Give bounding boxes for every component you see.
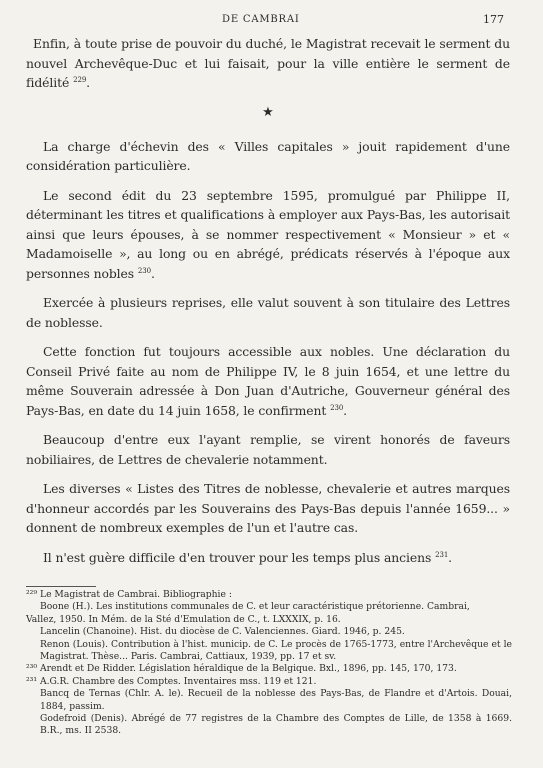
footnote: Bancq de Ternas (Chlr. A. le). Recueil de la noblesse des Pays-Bas, de Flandre et d'Artois. Douai, 1884, passim. [40, 688, 512, 712]
paragraph: La charge d'échevin des « Villes capitales » jouit rapidement d'une considération particulière. [26, 138, 510, 173]
paragraph: Enfin, à toute prise de pouvoir du duché, le Magistrat recevait le serment du nouvel Archevêque-Duc et lui faisait, pour la ville entière le serment de fidélité $^{229}$. [26, 36, 510, 90]
footnotes [26, 589, 512, 738]
footnote: ²²⁹ Le Magistrat de Cambrai. Bibliographie : [26, 589, 232, 600]
body-text [26, 34, 510, 577]
paragraph: Cette fonction fut toujours accessible aux nobles. Une déclaration du Conseil Privé faite au nom de Philippe IV, le 8 juin 1654, et une lettre du même Souverain adressée à Don Juan d'Autriche, Gouverneur général des Pays-Bas, en date du 14 juin 1658, le confirment $^{230}$. [26, 344, 510, 418]
paragraph: Les diverses « Listes des Titres de noblesse, chevalerie et autres marques d'honneur accordés par les Souverains des Pays-Bas depuis l'année 1659... » donnent de nombreux exemples de l'un et l'autre cas. [26, 481, 510, 535]
section-separator: ★ [262, 104, 274, 120]
footnote: ²³⁰ Arendt et De Ridder. Législation héraldique de la Belgique. Bxl., 1896, pp. 145, 170, 173. [26, 663, 457, 675]
footnote: Lancelin (Chanoine). Hist. du diocèse de C. Valenciennes. Giard. 1946, p. 245. [40, 626, 405, 638]
footnote-divider [26, 586, 96, 587]
note-ref: 229 [73, 75, 87, 84]
running-title: DE CAMBRAI [222, 14, 300, 25]
note-ref: 230 [330, 403, 344, 412]
footnote: Vallez, 1950. In Mém. de la Sté d'Emulation de C., t. LXXXIX, p. 16. [26, 613, 341, 625]
paragraph: Beaucoup d'entre eux l'ayant remplie, se virent honorés de faveurs nobiliaires, de Lettres de chevalerie notamment. [26, 432, 510, 467]
paragraph: Exercée à plusieurs reprises, elle valut souvent à son titulaire des Lettres de noblesse. [26, 295, 510, 330]
paragraph: Le second édit du 23 septembre 1595, promulgué par Philippe II, déterminant les titres et qualifications à employer aux Pays-Bas, les autorisait ainsi que leurs épouses, à se nommer respectivement « Monsieur » et « Madamoiselle », au long ou en abrégé, prédicats réservés à l'époque aux personnes nobles $^{230}$. [26, 187, 510, 281]
note-ref: 231 [435, 550, 449, 559]
page-number: 177 [483, 13, 504, 26]
page-header [0, 10, 543, 30]
note-ref: 230 [137, 266, 151, 275]
footnote: Boone (H.). Les institutions communales de C. et leur caractéristique prétorienne. Cambrai, [40, 601, 470, 613]
footnote: Renon (Louis). Contribution à l'hist. municip. de C. Le procès de 1765-1773, entre l'Archevêque et le Magistrat. Thèse... Paris. Cambrai, Cattiaux, 1939, pp. 17 et sv. [40, 638, 512, 663]
footnote: ²³¹ A.G.R. Chambre des Comptes. Inventaires mss. 119 et 121. [26, 675, 317, 687]
paragraph: Il n'est guère difficile d'en trouver pour les temps plus anciens $^{231}$. [43, 549, 453, 565]
footnote: Godefroid (Denis). Abrégé de 77 registres de la Chambre des Comptes de Lille, de 1358 à 1669. B.R., ms. II 2538. [40, 713, 512, 737]
